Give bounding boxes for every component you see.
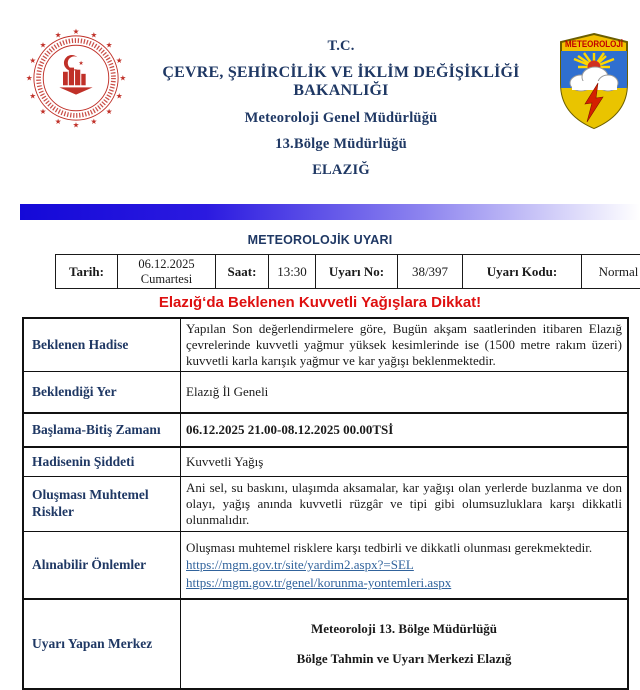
svg-text:★: ★: [40, 107, 47, 116]
start-end-time-label: Başlama-Bitiş Zamanı: [23, 413, 181, 447]
precautions-value: [181, 532, 629, 600]
protection-methods-link[interactable]: https://mgm.gov.tr/genel/korunma-yontemleri.aspx: [186, 574, 622, 592]
svg-text:★: ★: [29, 56, 36, 65]
precautions-text: Oluşması muhtemel risklere karşı tedbirli ve dikkatli olunması gerekmektedir.: [186, 539, 622, 557]
date-value: [118, 255, 216, 289]
svg-text:★: ★: [91, 117, 98, 126]
svg-text:★: ★: [106, 107, 113, 116]
svg-text:★: ★: [55, 117, 62, 126]
date-value-date: 06.12.2025: [120, 257, 213, 271]
warning-code-value: Normal: [582, 255, 640, 289]
possible-risks-value: Ani sel, su baskını, ulaşımda aksamalar, kar yağışı olan yerlerde buzlanma ve don olayı, yağış anında kuvvetli rüzgâr ve tipi gibi olumsuzluklara karşı dikkatli olunmalıdır.: [181, 477, 629, 532]
header-line-ministry: ÇEVRE, ŞEHİRCİLİK VE İKLİM DEĞİŞİKLİĞİ BAKANLIĞI: [128, 64, 554, 100]
blue-gradient-divider: [20, 204, 640, 220]
row-possible-risks: [23, 477, 628, 532]
svg-text:★: ★: [116, 92, 123, 101]
info-row: [56, 255, 640, 289]
header-line-city: ELAZIĞ: [128, 162, 554, 179]
issuing-center-line1: Meteoroloji 13. Bölge Müdürlüğü: [186, 614, 622, 644]
svg-text:★: ★: [91, 30, 98, 39]
possible-risks-label: Oluşması Muhtemel Riskler: [23, 477, 181, 532]
svg-text:★: ★: [78, 60, 84, 67]
issuing-center-value: [181, 599, 629, 689]
header-line-tc: T.C.: [128, 38, 554, 55]
document-header: [0, 0, 640, 188]
row-event-severity: [23, 447, 628, 477]
row-precautions: [23, 532, 628, 600]
expected-event-value: Yapılan Son değerlendirmelere göre, Bugün akşam saatlerinden itibaren Elazığ çevrelerinde kuvvetli yağmur yüksek kesimlerinde ise (1500 metre rakım üzeri) kuvvetli karla karışık yağmur ve kar yağışı beklenmektedir.: [181, 318, 629, 372]
time-label: Saat:: [216, 255, 269, 289]
svg-text:★: ★: [40, 41, 47, 50]
warning-headline: Elazığ‘da Beklenen Kuvvetli Yağışlara Dikkat!: [0, 294, 640, 311]
row-start-end-time: [23, 413, 628, 447]
expected-event-label: Beklenen Hadise: [23, 318, 181, 372]
ministry-emblem-logo: [24, 26, 128, 130]
event-severity-label: Hadisenin Şiddeti: [23, 447, 181, 477]
expected-location-value: Elazığ İl Geneli: [181, 372, 629, 414]
row-issuing-center: [23, 599, 628, 689]
meteorology-logo: [554, 30, 634, 132]
section-title: METEOROLOJİK UYARI: [0, 233, 640, 247]
svg-text:★: ★: [119, 74, 126, 83]
precautions-label: Alınabilir Önlemler: [23, 532, 181, 600]
row-expected-event: [23, 318, 628, 372]
date-value-day: Cumartesi: [120, 272, 213, 286]
issuing-center-line2: Bölge Tahmin ve Uyarı Merkezi Elazığ: [186, 644, 622, 674]
svg-text:★: ★: [29, 92, 36, 101]
svg-text:★: ★: [73, 121, 80, 130]
issuing-center-label: Uyarı Yapan Merkez: [23, 599, 181, 689]
header-title-block: [128, 26, 554, 188]
header-line-mgm: Meteoroloji Genel Müdürlüğü: [128, 110, 554, 127]
date-label: Tarih:: [56, 255, 118, 289]
start-end-time-value: 06.12.2025 21.00-08.12.2025 00.00TSİ: [181, 413, 629, 447]
svg-text:★: ★: [106, 41, 113, 50]
svg-text:★: ★: [26, 74, 33, 83]
warning-no-label: Uyarı No:: [316, 255, 398, 289]
svg-text:★: ★: [73, 27, 80, 36]
warning-info-table: [55, 254, 640, 289]
flood-help-link[interactable]: https://mgm.gov.tr/site/yardim2.aspx?=SEL: [186, 556, 622, 574]
svg-text:★: ★: [55, 30, 62, 39]
event-severity-value: Kuvvetli Yağış: [181, 447, 629, 477]
warning-code-label: Uyarı Kodu:: [463, 255, 582, 289]
warning-detail-table: [22, 317, 629, 690]
header-line-region: 13.Bölge Müdürlüğü: [128, 136, 554, 153]
warning-no-value: 38/397: [398, 255, 463, 289]
row-expected-location: [23, 372, 628, 414]
expected-location-label: Beklendiği Yer: [23, 372, 181, 414]
time-value: 13:30: [269, 255, 316, 289]
buildings-icon: [59, 68, 92, 95]
svg-text:★: ★: [116, 56, 123, 65]
meteorology-logo-text: METEOROLOJİ: [565, 39, 623, 50]
